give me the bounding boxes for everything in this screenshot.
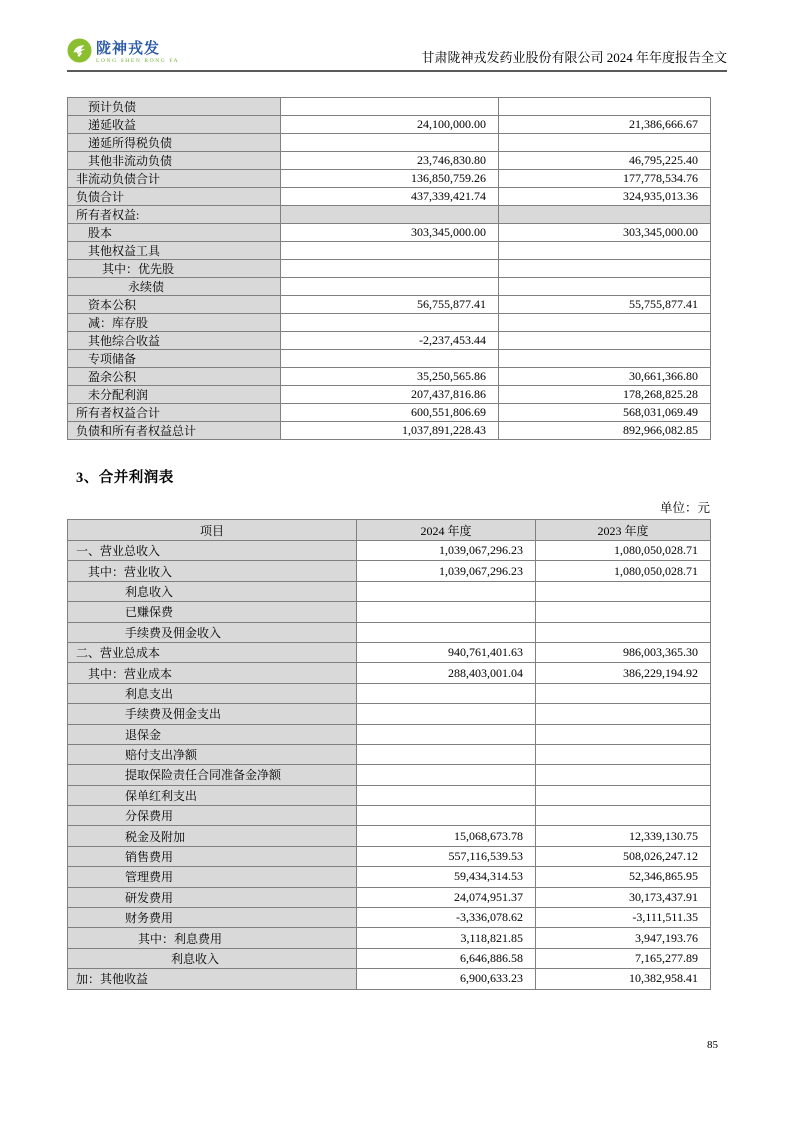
value-2024: 940,761,401.63 — [357, 642, 536, 662]
row-label: 未分配利润 — [68, 386, 281, 404]
balance-sheet-body — [68, 98, 711, 440]
row-label: 加：其他收益 — [68, 969, 357, 989]
row-label: 手续费及佣金支出 — [68, 704, 357, 724]
table-row — [68, 296, 711, 314]
value-2023: 986,003,365.30 — [536, 642, 711, 662]
value-2024 — [281, 278, 499, 296]
table-row — [68, 278, 711, 296]
value-2023 — [536, 744, 711, 764]
table-row — [68, 350, 711, 368]
value-2024 — [281, 206, 499, 224]
table-row — [68, 422, 711, 440]
value-2024: 59,434,314.53 — [357, 867, 536, 887]
value-2024: 35,250,565.86 — [281, 368, 499, 386]
value-2023: 324,935,013.36 — [499, 188, 711, 206]
table-row — [68, 806, 711, 826]
value-2024: 56,755,877.41 — [281, 296, 499, 314]
value-2024 — [357, 744, 536, 764]
table-row — [68, 561, 711, 581]
value-2023 — [499, 242, 711, 260]
table-row — [68, 581, 711, 601]
table-row — [68, 224, 711, 242]
value-2023: 10,382,958.41 — [536, 969, 711, 989]
value-2023 — [536, 683, 711, 703]
value-2024: 24,100,000.00 — [281, 116, 499, 134]
row-label: 利息收入 — [68, 581, 357, 601]
value-2023 — [499, 98, 711, 116]
row-label: 递延所得税负债 — [68, 134, 281, 152]
value-2024: 557,116,539.53 — [357, 846, 536, 866]
value-2024: -2,237,453.44 — [281, 332, 499, 350]
section-heading: 3、合并利润表 — [76, 470, 174, 486]
row-label: 非流动负债合计 — [68, 170, 281, 188]
table-row — [68, 724, 711, 744]
row-label: 减：库存股 — [68, 314, 281, 332]
value-2023: 386,229,194.92 — [536, 663, 711, 683]
row-label: 永续债 — [68, 278, 281, 296]
row-label: 盈余公积 — [68, 368, 281, 386]
row-label: 其中：营业成本 — [68, 663, 357, 683]
value-2024 — [357, 704, 536, 724]
brand-name-en: LONG SHEN RONG FA — [96, 57, 180, 64]
table-row — [68, 846, 711, 866]
column-header-item: 项目 — [68, 520, 357, 541]
table-row — [68, 242, 711, 260]
value-2023: 892,966,082.85 — [499, 422, 711, 440]
value-2023: 30,173,437.91 — [536, 887, 711, 907]
value-2024: 1,037,891,228.43 — [281, 422, 499, 440]
logo-icon — [67, 38, 92, 68]
value-2023 — [499, 350, 711, 368]
table-row — [68, 386, 711, 404]
value-2024 — [357, 602, 536, 622]
value-2024: 15,068,673.78 — [357, 826, 536, 846]
value-2024 — [281, 98, 499, 116]
value-2023: 177,778,534.76 — [499, 170, 711, 188]
value-2023: 55,755,877.41 — [499, 296, 711, 314]
row-label: 负债和所有者权益总计 — [68, 422, 281, 440]
table-row — [68, 887, 711, 907]
income-statement-table — [67, 519, 711, 990]
unit-label: 单位：元 — [659, 501, 710, 515]
row-label: 退保金 — [68, 724, 357, 744]
value-2024: 6,646,886.58 — [357, 948, 536, 968]
table-row — [68, 260, 711, 278]
table-row — [68, 98, 711, 116]
value-2024 — [357, 765, 536, 785]
table-row — [68, 404, 711, 422]
value-2023: -3,111,511.35 — [536, 908, 711, 928]
row-label: 财务费用 — [68, 908, 357, 928]
row-label: 管理费用 — [68, 867, 357, 887]
table-row — [68, 785, 711, 805]
row-label: 销售费用 — [68, 846, 357, 866]
row-label: 税金及附加 — [68, 826, 357, 846]
value-2024: 23,746,830.80 — [281, 152, 499, 170]
value-2023 — [536, 806, 711, 826]
value-2024: 600,551,806.69 — [281, 404, 499, 422]
table-row — [68, 622, 711, 642]
value-2024 — [281, 314, 499, 332]
table-row — [68, 152, 711, 170]
row-label: 其中：优先股 — [68, 260, 281, 278]
value-2023 — [499, 206, 711, 224]
row-label: 利息支出 — [68, 683, 357, 703]
table-row — [68, 188, 711, 206]
value-2024: 437,339,421.74 — [281, 188, 499, 206]
value-2023: 178,268,825.28 — [499, 386, 711, 404]
table-row — [68, 206, 711, 224]
row-label: 其他非流动负债 — [68, 152, 281, 170]
value-2024: -3,336,078.62 — [357, 908, 536, 928]
value-2024 — [357, 724, 536, 744]
value-2024 — [357, 785, 536, 805]
value-2024: 1,039,067,296.23 — [357, 541, 536, 561]
company-logo — [67, 38, 179, 70]
table-row — [68, 826, 711, 846]
table-row — [68, 368, 711, 386]
value-2024 — [281, 260, 499, 278]
value-2024 — [357, 581, 536, 601]
table-row — [68, 683, 711, 703]
column-header-2024: 2024 年度 — [357, 520, 536, 541]
value-2023 — [536, 765, 711, 785]
row-label: 专项储备 — [68, 350, 281, 368]
brand-name-cn: 陇神戎发 — [96, 40, 161, 57]
value-2024: 6,900,633.23 — [357, 969, 536, 989]
row-label: 利息收入 — [68, 948, 357, 968]
value-2023 — [536, 785, 711, 805]
value-2023 — [536, 581, 711, 601]
table-row — [68, 602, 711, 622]
row-label: 手续费及佣金收入 — [68, 622, 357, 642]
table-row — [68, 867, 711, 887]
value-2024: 303,345,000.00 — [281, 224, 499, 242]
value-2023: 508,026,247.12 — [536, 846, 711, 866]
value-2024 — [357, 806, 536, 826]
row-label: 已赚保费 — [68, 602, 357, 622]
value-2024 — [281, 350, 499, 368]
balance-sheet-table — [67, 97, 711, 440]
value-2023: 1,080,050,028.71 — [536, 541, 711, 561]
table-row — [68, 332, 711, 350]
row-label: 其他权益工具 — [68, 242, 281, 260]
value-2023: 30,661,366.80 — [499, 368, 711, 386]
page-header — [67, 42, 727, 72]
row-label: 递延收益 — [68, 116, 281, 134]
value-2023: 303,345,000.00 — [499, 224, 711, 242]
value-2023: 1,080,050,028.71 — [536, 561, 711, 581]
table-row — [68, 134, 711, 152]
table-row — [68, 116, 711, 134]
value-2023: 21,386,666.67 — [499, 116, 711, 134]
table-row — [68, 314, 711, 332]
value-2024 — [357, 622, 536, 642]
value-2023: 46,795,225.40 — [499, 152, 711, 170]
value-2023: 12,339,130.75 — [536, 826, 711, 846]
row-label: 一、营业总收入 — [68, 541, 357, 561]
table-row — [68, 541, 711, 561]
row-label: 其他综合收益 — [68, 332, 281, 350]
value-2023 — [536, 704, 711, 724]
value-2023 — [536, 724, 711, 744]
value-2023: 3,947,193.76 — [536, 928, 711, 948]
value-2023 — [499, 278, 711, 296]
value-2023 — [499, 314, 711, 332]
row-label: 提取保险责任合同准备金净额 — [68, 765, 357, 785]
document-title: 甘肃陇神戎发药业股份有限公司 2024 年年度报告全文 — [421, 50, 727, 65]
table-row — [68, 908, 711, 928]
row-label: 所有者权益合计 — [68, 404, 281, 422]
row-label: 股本 — [68, 224, 281, 242]
value-2024: 207,437,816.86 — [281, 386, 499, 404]
row-label: 分保费用 — [68, 806, 357, 826]
row-label: 所有者权益: — [68, 206, 281, 224]
column-header-2023: 2023 年度 — [536, 520, 711, 541]
table-row — [68, 948, 711, 968]
table-row — [68, 744, 711, 764]
income-statement-header-row — [68, 520, 711, 541]
value-2024 — [281, 242, 499, 260]
table-row — [68, 765, 711, 785]
value-2023 — [499, 332, 711, 350]
table-row — [68, 663, 711, 683]
row-label: 资本公积 — [68, 296, 281, 314]
row-label: 二、营业总成本 — [68, 642, 357, 662]
table-row — [68, 642, 711, 662]
value-2023 — [536, 622, 711, 642]
value-2024: 288,403,001.04 — [357, 663, 536, 683]
table-row — [68, 170, 711, 188]
page-number: 85 — [707, 1039, 718, 1051]
value-2023: 7,165,277.89 — [536, 948, 711, 968]
row-label: 研发费用 — [68, 887, 357, 907]
table-row — [68, 704, 711, 724]
table-row — [68, 928, 711, 948]
row-label: 保单红利支出 — [68, 785, 357, 805]
row-label: 其中：营业收入 — [68, 561, 357, 581]
row-label: 负债合计 — [68, 188, 281, 206]
value-2024: 24,074,951.37 — [357, 887, 536, 907]
value-2024: 3,118,821.85 — [357, 928, 536, 948]
row-label: 赔付支出净额 — [68, 744, 357, 764]
row-label: 其中：利息费用 — [68, 928, 357, 948]
row-label: 预计负债 — [68, 98, 281, 116]
logo-text-block — [96, 42, 179, 65]
value-2023 — [499, 134, 711, 152]
value-2023: 568,031,069.49 — [499, 404, 711, 422]
value-2024: 1,039,067,296.23 — [357, 561, 536, 581]
table-row — [68, 969, 711, 989]
value-2023 — [499, 260, 711, 278]
value-2023 — [536, 602, 711, 622]
value-2024: 136,850,759.26 — [281, 170, 499, 188]
value-2023: 52,346,865.95 — [536, 867, 711, 887]
value-2024 — [281, 134, 499, 152]
income-statement-body — [68, 541, 711, 990]
value-2024 — [357, 683, 536, 703]
